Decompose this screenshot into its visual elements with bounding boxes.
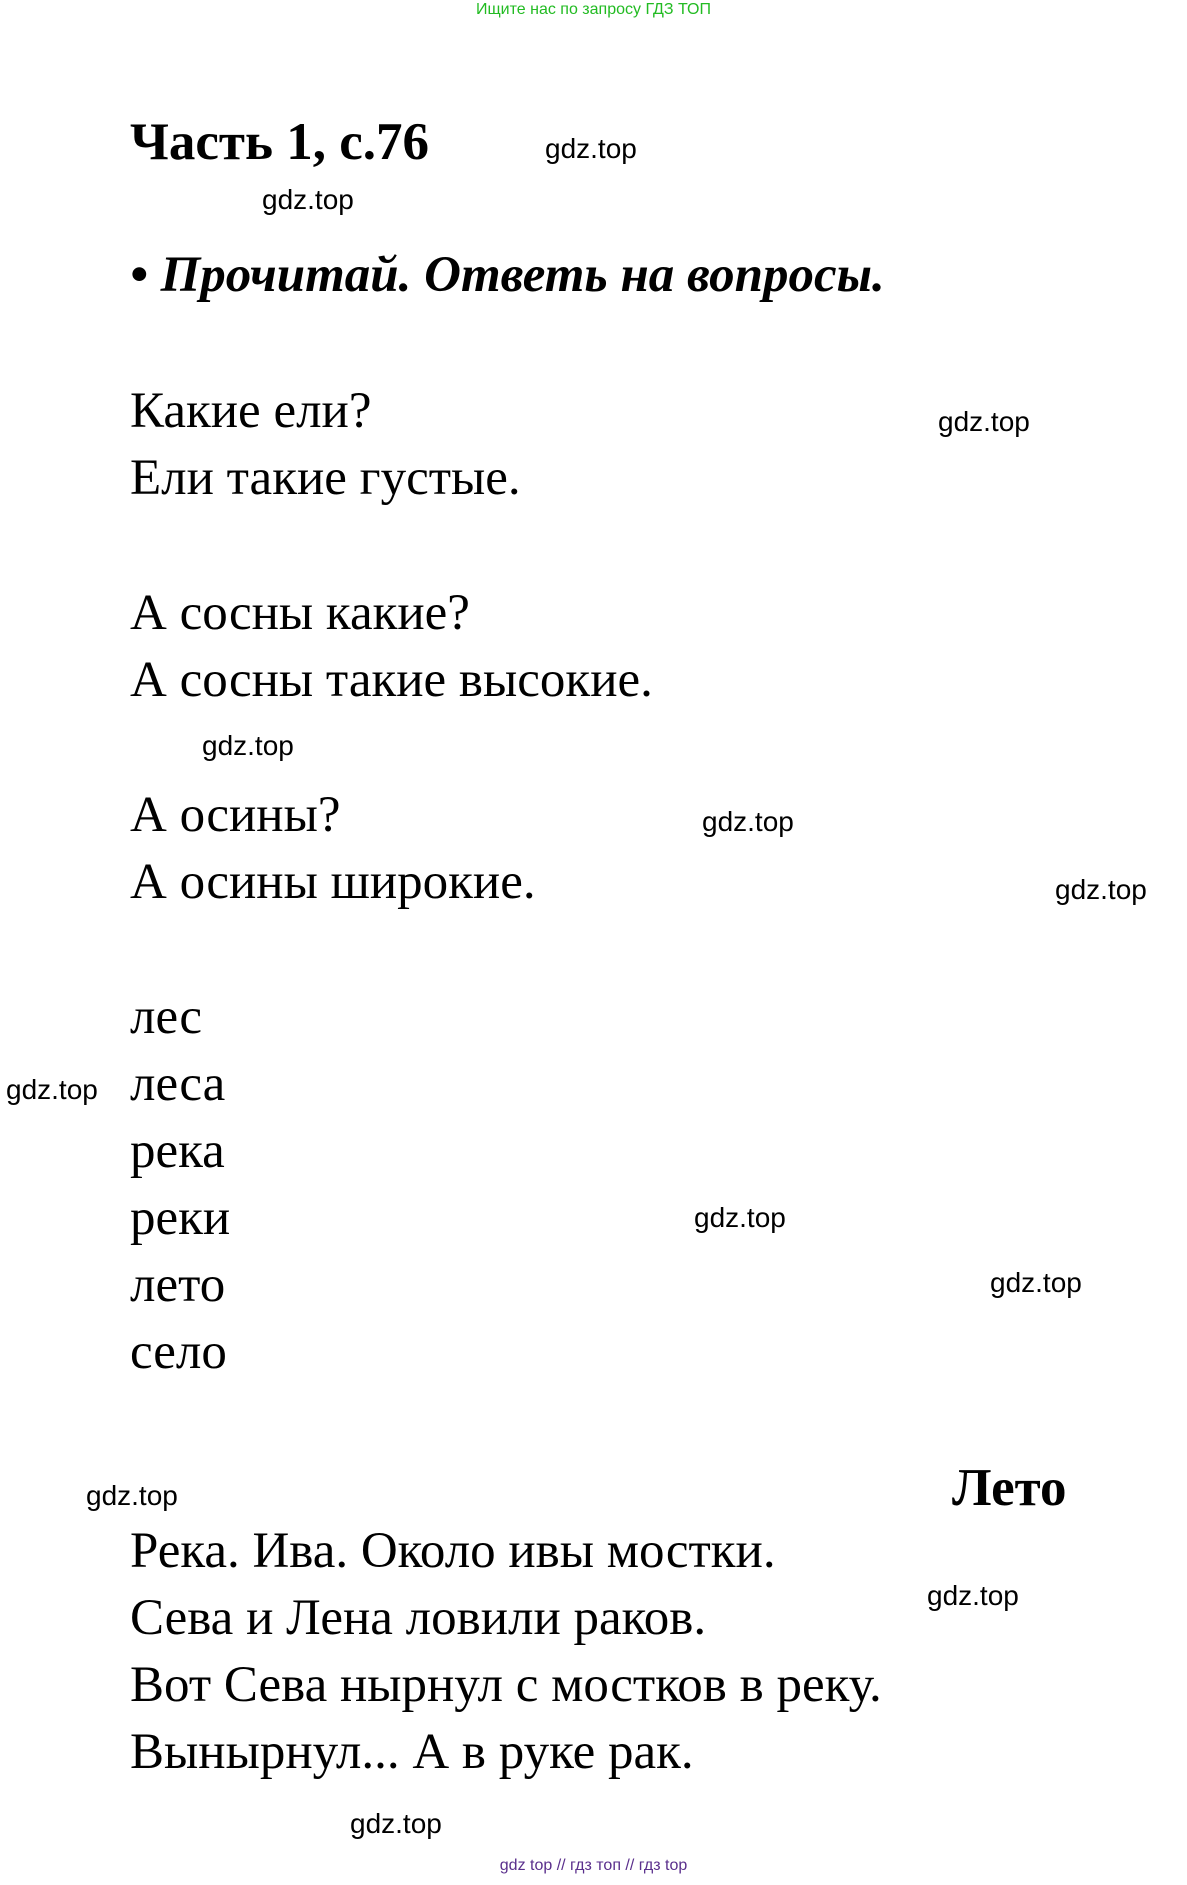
dialog-line: Какие ели?: [130, 383, 372, 439]
dialog-line: А осины?: [130, 787, 341, 843]
story-line: Река. Ива. Около ивы мостки.: [130, 1523, 776, 1579]
watermark: gdz.top: [990, 1267, 1082, 1298]
story-line: Сева и Лена ловили раков.: [130, 1590, 707, 1646]
word-list: [130, 984, 230, 1386]
watermark: gdz.top: [1055, 874, 1147, 905]
watermark: gdz.top: [202, 730, 294, 761]
dialog-block-2: [130, 580, 653, 714]
watermark: gdz.top: [6, 1074, 98, 1105]
dialog-line: А сосны какие?: [130, 585, 470, 641]
dialog-line: Ели такие густые.: [130, 450, 521, 506]
word-item: село: [130, 1324, 227, 1380]
dialog-block-1: [130, 378, 521, 512]
story-line: Вынырнул... А в руке рак.: [130, 1724, 694, 1780]
word-item: реки: [130, 1190, 231, 1246]
footer-links: gdz top // гдз топ // гдз top: [499, 1857, 688, 1874]
watermark: gdz.top: [702, 806, 794, 837]
story-line: Вот Сева нырнул с мостков в реку.: [130, 1657, 882, 1713]
page-heading: Часть 1, с.76: [130, 113, 430, 171]
word-item: лето: [130, 1257, 226, 1313]
watermark: gdz.top: [262, 184, 354, 215]
dialog-line: А сосны такие высокие.: [130, 652, 653, 708]
dialog-block-3: [130, 782, 536, 916]
watermark: gdz.top: [938, 406, 1030, 437]
word-item: леса: [130, 1056, 226, 1112]
watermark: gdz.top: [350, 1808, 442, 1839]
word-item: река: [130, 1123, 225, 1179]
watermark: gdz.top: [545, 133, 637, 164]
story-title: Лето: [952, 1459, 1067, 1517]
watermark: gdz.top: [694, 1202, 786, 1233]
story-text: [130, 1518, 882, 1786]
word-item: лес: [130, 989, 202, 1045]
watermark: gdz.top: [86, 1480, 178, 1511]
top-banner: Ищите нас по запросу ГДЗ ТОП: [476, 1, 711, 18]
task-instruction: • Прочитай. Ответь на вопросы.: [130, 247, 885, 303]
dialog-line: А осины широкие.: [130, 854, 536, 910]
watermark: gdz.top: [927, 1580, 1019, 1611]
